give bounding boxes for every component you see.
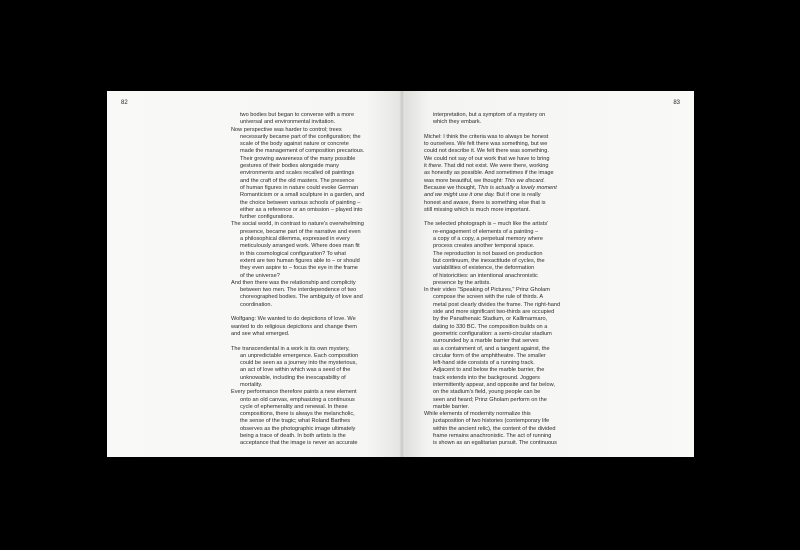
paragraph-gap	[424, 214, 589, 221]
paragraph	[231, 346, 396, 390]
text-line: between two men. The interdependence of two	[240, 287, 357, 294]
text-line: and the craft of the old masters. The presence	[240, 177, 355, 184]
text-line: environments and scales recalled oil paintings	[240, 170, 355, 177]
text-line: The transcendental in a work is its own mystery,	[231, 345, 350, 352]
text-line: they even aspire to – focus the eye in the frame	[240, 265, 358, 272]
text-line: variabilities of existence, the deformation	[433, 265, 535, 272]
text-line: a copy of a copy, a perpetual memory where	[433, 236, 543, 243]
text-line: but continuum, the inexactitude of cycles, the	[433, 257, 545, 264]
text-line: could not describe it. We felt there was something.	[424, 148, 549, 155]
text-line: an unpredictable emergence. Each composition	[240, 352, 359, 359]
paragraph	[424, 134, 589, 214]
page-number-left: 82	[121, 100, 128, 106]
text-line: frame remains anachronistic. The act of running	[433, 433, 552, 440]
text-line: The selected photograph is – much like the artists'	[424, 221, 549, 228]
paragraph	[231, 112, 396, 127]
text-line: honest and aware, there is something else that is	[424, 199, 546, 206]
text-line: intermittently appear, and opposite and far below,	[433, 381, 555, 388]
text-line: presence by the artists.	[433, 279, 491, 286]
text-line: the choice between various schools of painting –	[240, 199, 361, 206]
paragraph	[424, 112, 589, 127]
text-line: it there. That did not exist. We were there, working	[424, 163, 549, 170]
paragraph	[231, 221, 396, 279]
text-line: unknowable, including the inescapability of	[240, 374, 346, 381]
paragraph-gap	[231, 309, 396, 316]
text-line: on the stadium's field, young people can be	[433, 389, 541, 396]
text-line: dating to 330 BC. The composition builds on a	[433, 323, 548, 330]
text-line: acceptance that the image is never an accurate	[240, 440, 358, 447]
text-line: Every performance therefore paints a new element	[231, 389, 357, 396]
text-line: universal and environmental invitation.	[240, 119, 336, 126]
text-line: Wolfgang: We wanted to do depictions of love. We	[231, 316, 356, 323]
text-line: a philosophical dilemma, expressed in every	[240, 236, 350, 243]
text-line: being a trace of death. In both artists is the	[240, 433, 346, 440]
text-line: necessarily became part of the configuration; the	[240, 133, 361, 140]
text-line: metal post clearly divides the frame. The right-hand	[433, 301, 561, 308]
text-line: two bodies but began to converse with a more	[240, 112, 355, 118]
text-line: either as a reference or an omission – played into	[240, 206, 363, 213]
page-number-right: 83	[673, 100, 680, 106]
paragraph	[424, 411, 589, 447]
text-line: made the management of composition precarious.	[240, 148, 365, 155]
left-page	[107, 91, 402, 457]
text-line: of historicities: an intentional anachronistic	[433, 272, 538, 279]
text-line: The social world, in contrast to nature's overwhelming	[231, 221, 364, 228]
paragraph	[231, 280, 396, 309]
text-line: seen and heard; Prinz Gholam perform on the	[433, 396, 547, 403]
text-line: In their video "Speaking of Pictures," Prinz Gholam	[424, 287, 550, 294]
text-line: interpretation, but a symptom of a mystery on	[433, 112, 546, 118]
paragraph	[231, 389, 396, 447]
text-line: of human figures in nature could evoke German	[240, 184, 359, 191]
paragraph-gap	[424, 127, 589, 134]
text-line: compose the screen with the rule of thirds. A	[433, 294, 544, 301]
text-line: re-engagement of elements of a painting –	[433, 228, 539, 235]
text-line: presence, became part of the narrative and even	[240, 228, 361, 235]
book-spread	[107, 91, 694, 457]
text-line: Now perspective was harder to control; trees	[231, 126, 342, 133]
text-line: mortality.	[240, 381, 263, 388]
text-line: an act of love within which was a seed of the	[240, 367, 351, 374]
text-line: as a containment of, and a tangent against, the	[433, 345, 550, 352]
text-line: to ourselves. We felt there was something, but we	[424, 141, 548, 148]
text-line: within the ancient relic), the content of the divided	[433, 425, 556, 432]
text-line: juxtaposition of two histories (contemporary life	[433, 418, 550, 425]
text-line: compositions, there is always the melancholic,	[240, 411, 355, 418]
text-line: is shown as an egalitarian pursuit. The continuous	[433, 440, 557, 447]
paragraph	[424, 287, 589, 411]
text-line: further configurations.	[240, 214, 295, 221]
text-line: We could not say of our work that we have to bring	[424, 155, 550, 162]
text-line: surrounded by a marble barrier that serves	[433, 338, 539, 345]
paragraph-gap	[231, 338, 396, 345]
text-line: Their growing awareness of the many possible	[240, 155, 356, 162]
text-line: the sense of the tragic; what Roland Barthes	[240, 418, 351, 425]
text-line: And then there was the relationship and complicity	[231, 279, 356, 286]
paragraph	[231, 316, 396, 338]
left-text-column	[231, 112, 396, 448]
text-line: of the universe?	[240, 272, 280, 279]
text-line: still missing which is much more important.	[424, 206, 530, 213]
text-line: and see what emerged.	[231, 330, 290, 337]
text-line: scale of the body against nature or concrete	[240, 141, 349, 148]
text-line: could be seen as a journey into the mysterious,	[240, 360, 357, 367]
text-line: by the Panathenaic Stadium, or Kallimarmaro,	[433, 316, 548, 323]
text-line: Michel: I think the criteria was to always be honest	[424, 133, 549, 140]
text-line: choreographed bodies. The ambiguity of love and	[240, 294, 363, 301]
text-line: in this cosmological configuration? To what	[240, 250, 346, 257]
text-line: wanted to do religious depictions and change them	[231, 323, 357, 330]
text-line: Because we thought, This is actually a lovely moment	[424, 184, 557, 191]
text-line: side and more significant two-thirds are occupied	[433, 309, 555, 316]
text-line: onto an old canvas, emphasizing a continuous	[240, 396, 355, 403]
text-line: circular form of the amphitheatre. The smaller	[433, 352, 546, 359]
text-line: and we might use it one day. But if one is really	[424, 192, 541, 199]
text-line: process creates another temporal space.	[433, 243, 535, 250]
text-line: coordination.	[240, 301, 273, 308]
text-line: meticulously arranged work. Where does man fit	[240, 243, 360, 250]
text-line: extent are two human figures able to – or should	[240, 257, 360, 264]
text-line: left-hand side consists of a running track.	[433, 360, 535, 367]
right-text-column	[424, 112, 589, 448]
text-line: was more beautiful, we thought: This we discard.	[424, 177, 545, 184]
text-line: observes as the photographic image ultimately	[240, 425, 356, 432]
text-line: which they embark.	[433, 119, 482, 126]
right-page	[402, 91, 694, 457]
text-line: Romanticism or a small sculpture in a garden, and	[240, 192, 365, 199]
text-line: The reproduction is not based on production	[433, 250, 543, 257]
text-line: marble barrier.	[433, 403, 470, 410]
text-line: as honestly as possible. And sometimes if the image	[424, 170, 554, 177]
text-line: cycle of ephemerality and renewal. In these	[240, 403, 348, 410]
book-gutter	[399, 91, 405, 457]
paragraph	[231, 127, 396, 222]
text-line: Adjacent to and below the marble barrier, the	[433, 367, 545, 374]
text-line: gestures of their bodies alongside many	[240, 163, 339, 170]
text-line: While elements of modernity normalize this	[424, 411, 531, 418]
text-line: track extends into the background. Joggers	[433, 374, 540, 381]
paragraph	[424, 221, 589, 287]
text-line: geometric configuration: a semi-circular stadium	[433, 330, 552, 337]
